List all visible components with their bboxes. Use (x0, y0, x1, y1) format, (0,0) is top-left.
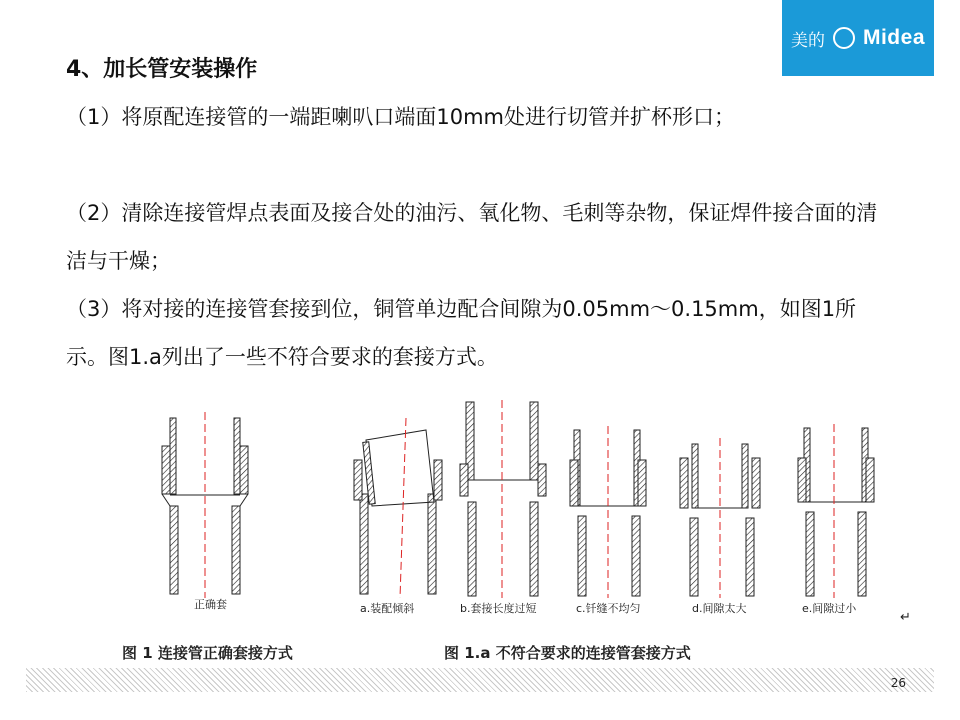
label-b: b.套接长度过短 (460, 602, 537, 615)
step-2-text: （2）清除连接管焊点表面及接合处的油污、氧化物、毛刺等杂物，保证焊件接合面的清洁与干燥； (66, 201, 878, 273)
midea-circle-icon (833, 27, 855, 49)
logo-text-en: Midea (862, 26, 925, 49)
pipe-joint-figure (114, 398, 914, 670)
diagram-a-tilted (354, 418, 442, 598)
footer-hatch-band (26, 668, 934, 692)
step-3-text: （3）将对接的连接管套接到位，铜管单边配合间隙为0.05mm～0.15mm，如图1所示。图1.a列出了一些不符合要求的套接方式。 (66, 297, 857, 369)
caption-incorrect: 图 1.a 不符合要求的连接管套接方式 (444, 644, 691, 662)
page-number: 26 (890, 676, 906, 690)
label-e: e.间隙过小 (802, 602, 857, 615)
return-mark: ↵ (900, 610, 911, 625)
pipe-joint-diagrams (114, 398, 914, 670)
caption-correct: 图 1 连接管正确套接方式 (122, 644, 293, 662)
diagram-correct (162, 412, 248, 598)
diagram-c-uneven-seam (570, 426, 646, 598)
label-c: c.钎缝不均匀 (576, 602, 641, 615)
logo-text-cn: 美的 (790, 30, 825, 51)
label-a: a.装配倾斜 (360, 602, 415, 615)
label-d: d.间隙太大 (692, 602, 747, 615)
diagram-e-gap-too-small (798, 424, 874, 598)
diagram-b-short-overlap (460, 400, 546, 598)
step-1-text: （1）将原配连接管的一端距喇叭口端面10mm处进行切管并扩杯形口； (66, 105, 735, 129)
label-correct: 正确套 (194, 598, 227, 611)
midea-logo (782, 0, 934, 76)
slide-title: 4、加长管安装操作 (66, 57, 258, 82)
diagram-d-gap-too-large (680, 438, 760, 598)
